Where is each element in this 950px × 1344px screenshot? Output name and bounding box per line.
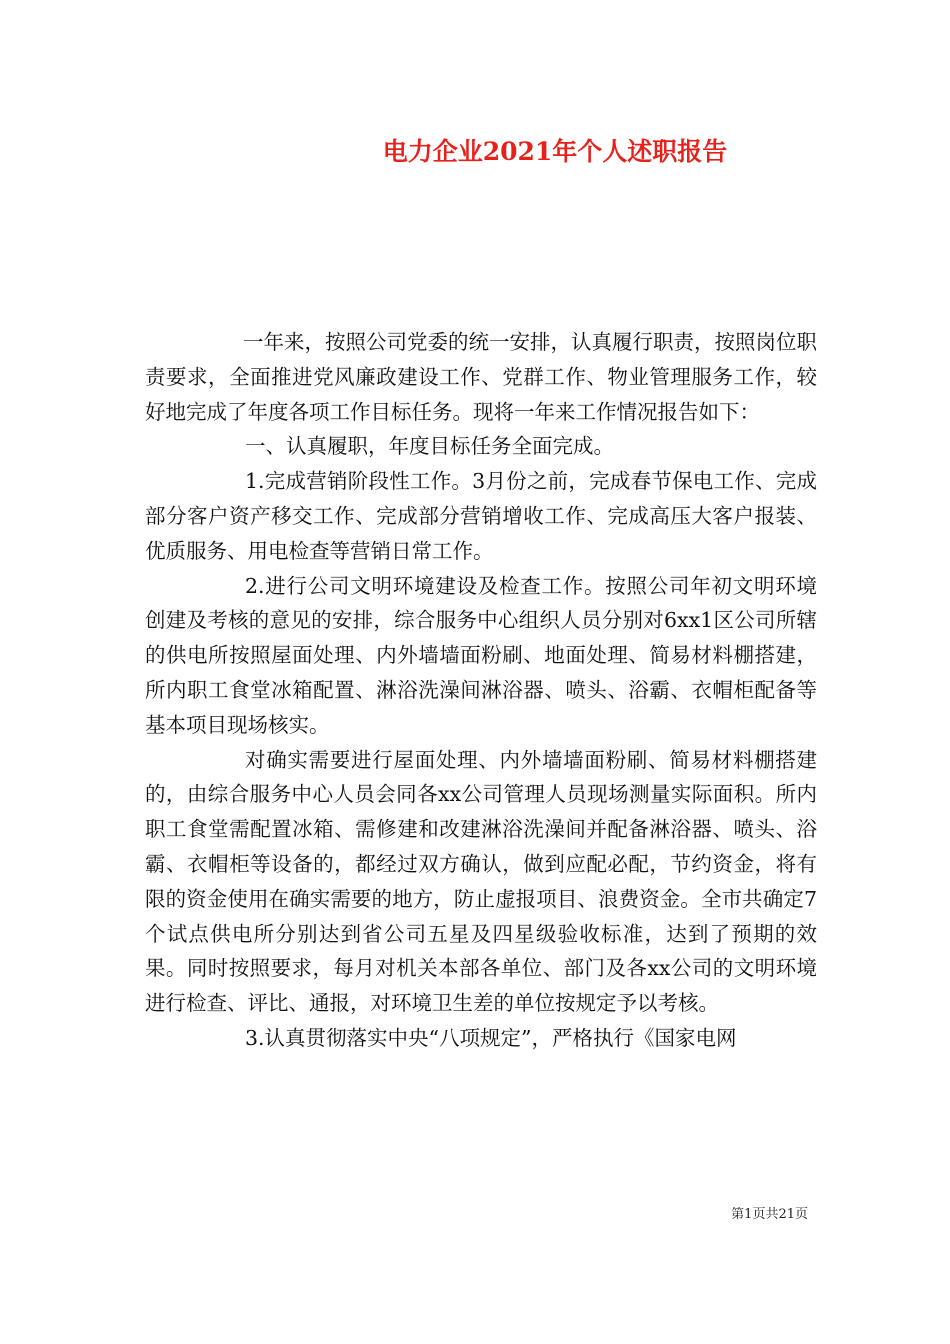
paragraph-intro: 一年来，按照公司党委的统一安排，认真履行职责，按照岗位职责要求，全面推进党风廉政建设工作、党群工作、物业管理服务工作，较好地完成了年度各项工作目标任务。现将一年来工作情况报告如下：: [145, 330, 817, 424]
section-heading-1: 一、认真履职，年度目标任务全面完成。: [245, 434, 614, 459]
paragraph-item-2-detail: 对确实需要进行屋面处理、内外墙墙面粉刷、简易材料棚搭建的，由综合服务中心人员会同各xx公司管理人员现场测量实际面积。所内职工食堂需配置冰箱、需修建和改建淋浴洗澡间并配备淋浴器、喷头、浴霸、衣帽柜等设备的，都经过双方确认，做到应配必配，节约资金，将有限的资金使用在确实需要的地方，防止虚报项目、浪费资金。全市共确定7个试点供电所分别达到省公司五星及四星级验收标准，达到了预期的效果。同时按照要求，每月对机关本部各单位、部门及各xx公司的文明环境进行检查、评比、通报，对环境卫生差的单位按规定予以考核。: [145, 747, 817, 1016]
document-title: 电力企业2021年个人述职报告: [382, 137, 728, 166]
paragraph-item-2: 2.进行公司文明环境建设及检查工作。按照公司年初文明环境创建及考核的意见的安排，综合服务中心组织人员分别对6xx1区公司所辖的供电所按照屋面处理、内外墙墙面粉刷、地面处理、简易材料棚搭建，所内职工食堂冰箱配置、淋浴洗澡间淋浴器、喷头、浴霸、衣帽柜配备等基本项目现场核实。: [145, 573, 817, 737]
paragraph-item-3: 3.认真贯彻落实中央“八项规定”，严格执行《国家电网: [245, 1025, 737, 1050]
document-body: [145, 325, 817, 1056]
page-number: 第1页共21页: [731, 1207, 808, 1222]
paragraph-item-1: 1.完成营销阶段性工作。3月份之前，完成春节保电工作、完成部分客户资产移交工作、完成部分营销增收工作、完成高压大客户报装、优质服务、用电检查等营销日常工作。: [145, 469, 817, 563]
